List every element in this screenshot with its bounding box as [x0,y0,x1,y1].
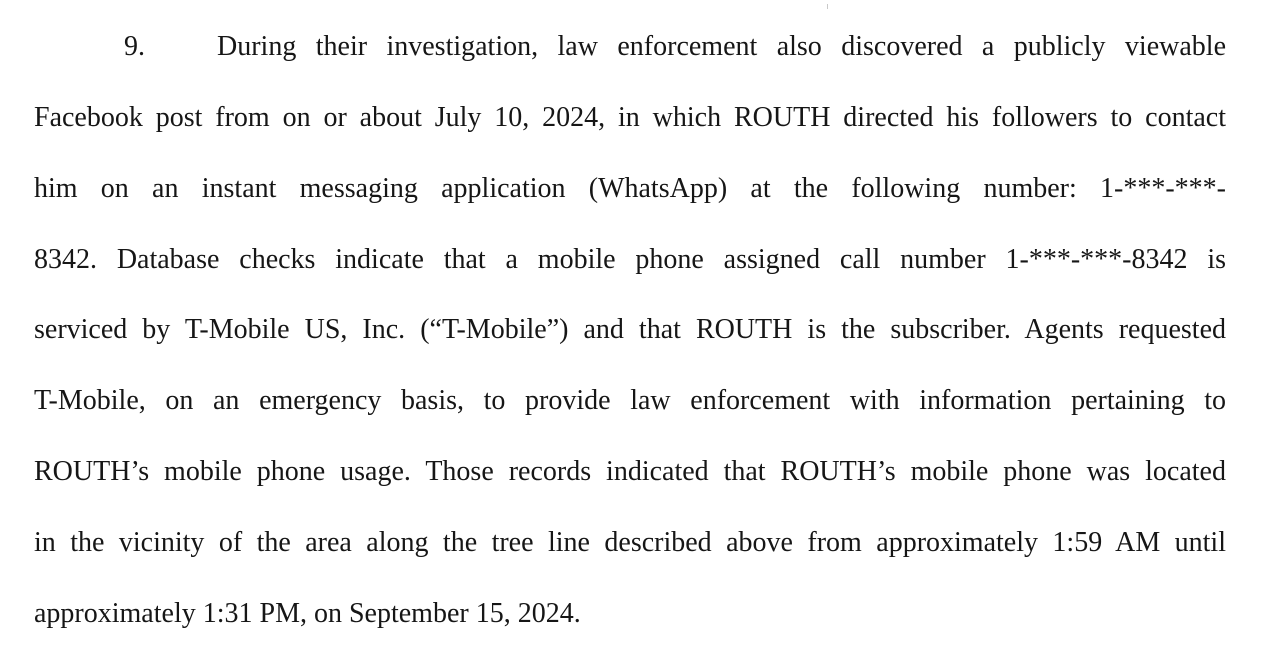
text-line-1: During their investigation, law enforcement also discovered a publicly viewable [217,31,1226,62]
text-line-5: serviced by T-Mobile US, Inc. (“T-Mobile”) and that ROUTH is the subscriber. Agents requested [34,314,1226,345]
scan-artifact [827,4,828,9]
text-line-3: him on an instant messaging application (WhatsApp) at the following number: 1-***-***- [34,173,1226,204]
text-line-4: 8342. Database checks indicate that a mobile phone assigned call number 1-***-***-8342 is [34,244,1226,275]
text-line-9: approximately 1:31 PM, on September 15, 2024. [34,598,581,629]
text-line-2: Facebook post from on or about July 10, 2024, in which ROUTH directed his followers to contact [34,102,1226,133]
text-line-7: ROUTH’s mobile phone usage. Those records indicated that ROUTH’s mobile phone was located [34,456,1226,487]
text-line-8: in the vicinity of the area along the tree line described above from approximately 1:59 AM until [34,527,1226,558]
text-line-6: T-Mobile, on an emergency basis, to provide law enforcement with information pertaining to [34,385,1226,416]
paragraph-number: 9. [124,31,145,62]
